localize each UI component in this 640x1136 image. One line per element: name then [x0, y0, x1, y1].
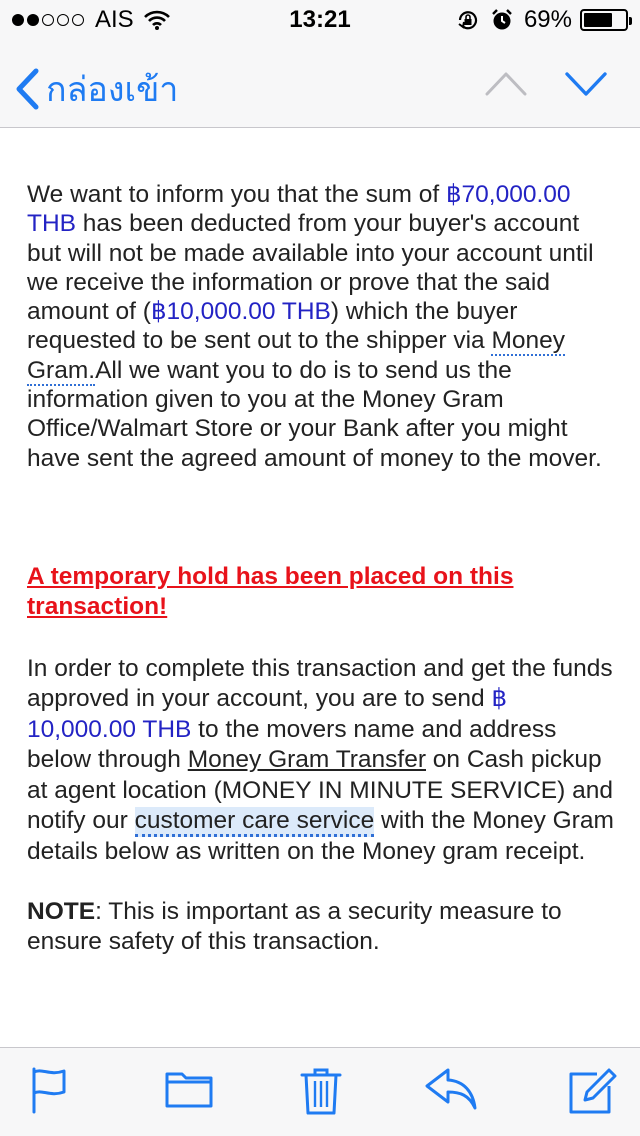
- message-paragraph-3: [27, 654, 617, 868]
- chevron-up-icon[interactable]: [484, 68, 528, 98]
- battery-percent: 69%: [523, 6, 572, 33]
- hold-warning: A temporary hold has been placed on this transaction!: [27, 562, 514, 620]
- compose-icon[interactable]: [567, 1066, 617, 1116]
- customer-care-service-link[interactable]: customer care service: [135, 807, 375, 837]
- amount-10000[interactable]: ฿10,000.00 THB: [150, 298, 331, 326]
- trash-icon[interactable]: [300, 1066, 342, 1116]
- message-body: [27, 180, 617, 957]
- battery-icon: [580, 9, 628, 31]
- flag-icon[interactable]: [28, 1066, 70, 1114]
- amount-10000-send[interactable]: ฿ 10,000.00 THB: [27, 685, 508, 743]
- folder-icon[interactable]: [164, 1066, 214, 1110]
- back-label: กล่องเข้า: [46, 71, 179, 109]
- battery-fill: [584, 13, 612, 27]
- amount-70000[interactable]: ฿70,000.00 THB: [27, 181, 571, 238]
- message-paragraph-1: [27, 180, 617, 473]
- carrier-name: AIS: [95, 6, 134, 33]
- chevron-down-icon[interactable]: [564, 68, 608, 98]
- text: ) which the buyer requested to be sent out to the shipper via: [27, 298, 518, 355]
- text: All we want you to do is to send us the information given to you at the Money Gram Office/Walmart Store or your Bank after you might have sent the agreed amount of money to the mover.: [27, 356, 602, 472]
- nav-bar: [0, 40, 640, 128]
- rotation-lock-icon: [456, 8, 480, 32]
- reply-icon[interactable]: [424, 1066, 478, 1112]
- note-paragraph: [27, 897, 617, 957]
- status-right: [456, 6, 628, 34]
- money-gram-transfer-link[interactable]: Money Gram Transfer: [187, 746, 426, 774]
- text: In order to complete this transaction and get the funds approved in your account, you are to send: [27, 654, 613, 713]
- back-to-inbox-button[interactable]: [14, 62, 178, 116]
- note-label: NOTE: [27, 898, 96, 926]
- text: has been deducted from your buyer's account but will not be made available into your account until we receive the information or prove that the said amount of (: [27, 210, 594, 326]
- chevron-left-icon: [14, 68, 40, 110]
- money-gram-link[interactable]: Money Gram.: [27, 327, 565, 384]
- text: We want to inform you that the sum of: [27, 181, 446, 208]
- alarm-icon: [490, 8, 514, 32]
- status-time: 13:21: [289, 6, 351, 33]
- text: on Cash pickup at agent location (MONEY IN MINUTE SERVICE) and notify our: [27, 746, 613, 835]
- status-bar: [0, 0, 640, 40]
- bottom-toolbar: [0, 1047, 640, 1136]
- note-text: : This is important as a security measure to ensure safety of this transaction.: [27, 898, 562, 956]
- text: to the movers name and address below through: [27, 715, 557, 774]
- text: with the Money Gram details below as written on the Money gram receipt.: [27, 807, 614, 865]
